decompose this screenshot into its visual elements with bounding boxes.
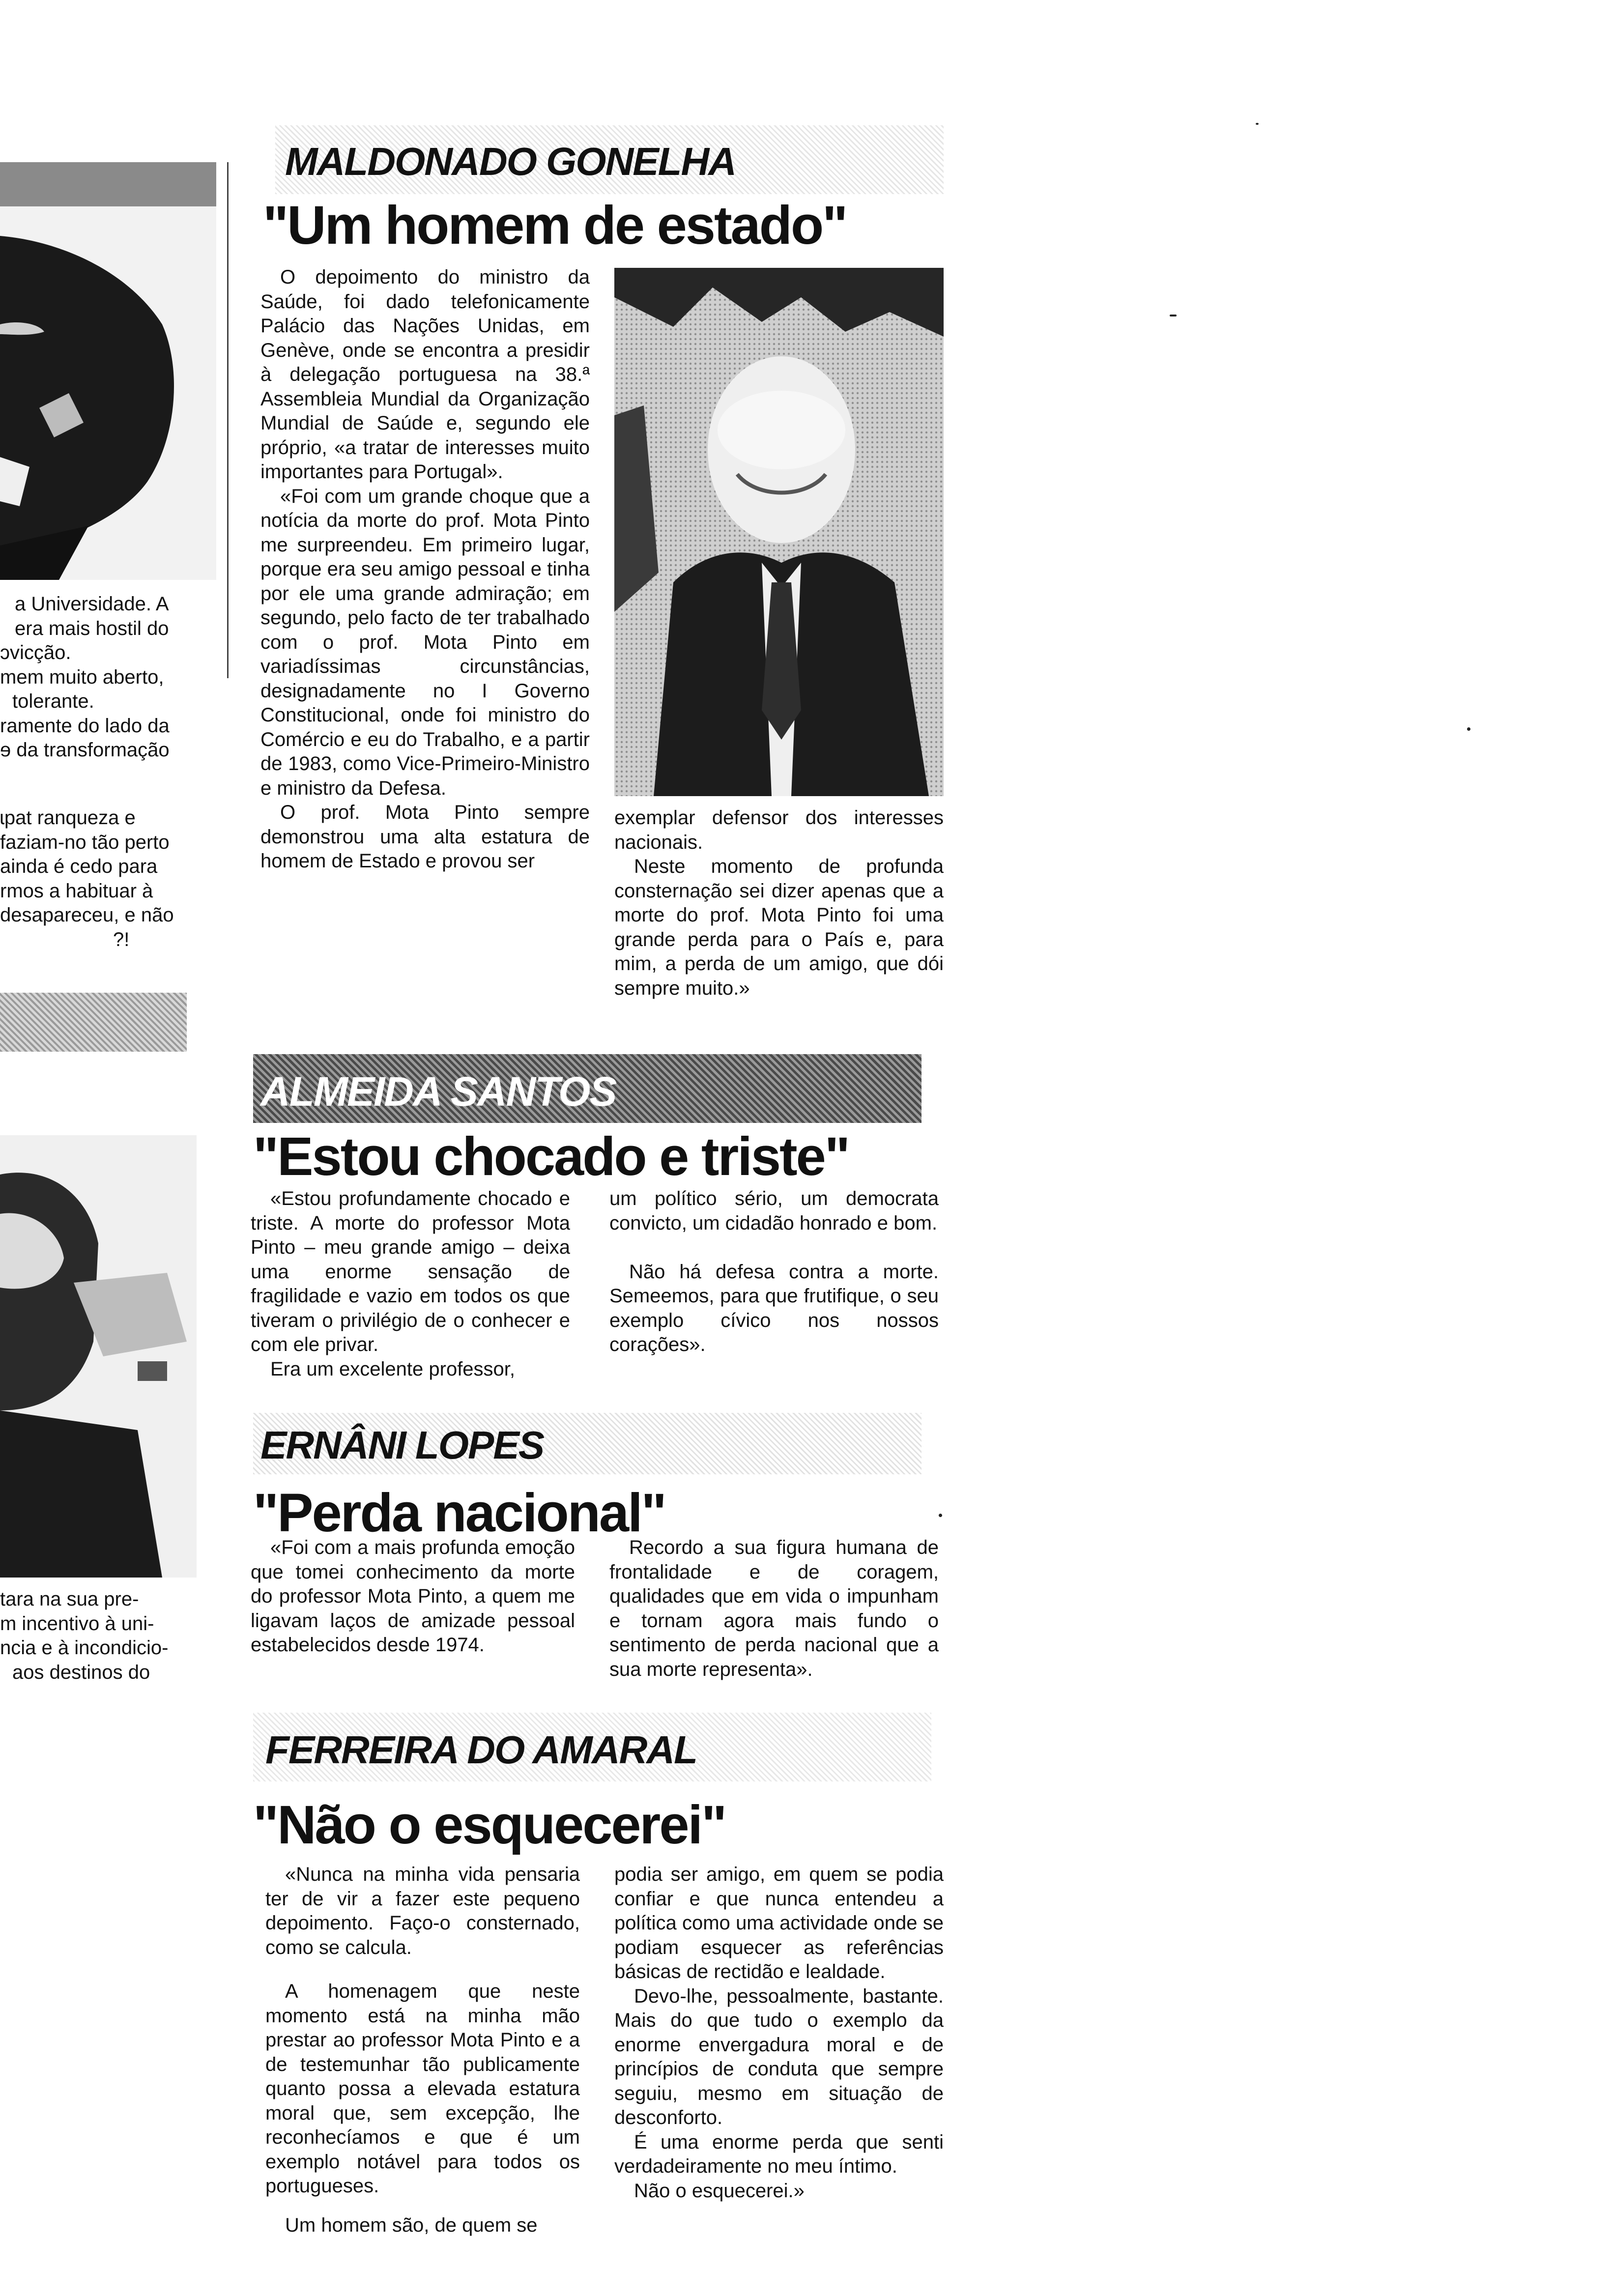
article-column-2 [614, 1863, 944, 2203]
name-band [253, 1713, 931, 1781]
left-line: ɘ da transformação [0, 739, 170, 761]
scan-speck [939, 1514, 942, 1517]
left-line: aos destinos do [12, 1661, 150, 1683]
article-column-1 [265, 1863, 580, 2238]
paragraph: Neste momento de profunda consternação sei dizer apenas que a morte do prof. Mota Pinto foi uma grande perda para o País e, para mim, a perda de um amigo, que dói sempre muito.» [614, 856, 944, 999]
paragraph: «Nunca na minha vida pensaria ter de vir a fazer este pequeno depoimento. Faço-o consternado, como se calcula. [265, 1864, 580, 1958]
left-line: tolerante. [12, 690, 94, 712]
left-line: ɔvicção. [0, 642, 71, 663]
headline: "Um homem de estado" [263, 195, 847, 256]
paragraph: O depoimento do ministro da Saúde, foi dado telefonicamente Palácio das Nações Unidas, em Genève, onde se encontra a presidir à delegação portuguesa na 38.ª Assembleia Mundial da Organização Mundial de Saúde e, segundo ele próprio, «a tratar de interesses muito importantes para Portugal». [260, 266, 590, 483]
article-column-1 [251, 1187, 570, 1381]
left-photo-bottom [0, 1135, 197, 1578]
name-band [275, 125, 944, 194]
left-line: ramente do lado da [0, 715, 170, 737]
paragraph: «Foi com a mais profunda emoção que tomei conhecimento da morte do professor Mota Pinto, a quem me ligavam laços de amizade pessoal estabelecidos desde 1974. [251, 1537, 575, 1656]
left-column-text-a [0, 592, 216, 763]
left-line: desapareceu, e não [0, 904, 174, 926]
scan-speck [1467, 727, 1470, 731]
band-label: ERNÂNI LOPES [260, 1423, 544, 1467]
left-line: ainda é cedo para [0, 856, 158, 877]
paragraph: Recordo a sua figura humana de frontalidade e de coragem, qualidades que em vida o impunham e tornam agora mais fundo o sentimento de perda nacional que a sua morte representa». [609, 1537, 939, 1680]
left-line: m incentivo à uni- [0, 1612, 154, 1635]
left-line: a Universidade. A [15, 593, 169, 615]
scan-speck [1256, 123, 1259, 125]
name-band [253, 1413, 921, 1474]
paragraph: Era um excelente professor, [270, 1358, 516, 1380]
left-line: era mais hostil do [15, 617, 169, 639]
paragraph: exemplar defensor dos interesses nacionais. [614, 807, 944, 853]
left-line: rmos a habituar à [0, 880, 153, 902]
paragraph: É uma enorme perda que senti verdadeiramente no meu íntimo. [614, 2131, 944, 2177]
article-column-2 [609, 1536, 939, 1682]
paragraph: podia ser amigo, em quem se podia confiar e que nunca entendeu a política como uma actividade onde se podiam esquecer as referências básicas de rectidão e lealdade. [614, 1864, 944, 1982]
paragraph: «Foi com um grande choque que a notícia da morte do prof. Mota Pinto me surpreendeu. Em primeiro lugar, porque era seu amigo pessoal e tinha por ele uma grande admiração; em segundo, pelo facto de ter trabalhado com o prof. Mota Pinto em variadíssimas circunstâncias, designadamente no I Governo Constitucional, onde foi ministro do Comércio e eu do Trabalho, e a partir de 1983, como Vice-Primeiro-Ministro e ministro da Defesa. [260, 485, 590, 799]
left-line: ɩpat ranqueza e [0, 807, 136, 829]
left-line: faziam-no tão perto [0, 831, 170, 853]
band-label: FERREIRA DO AMARAL [265, 1728, 697, 1772]
paragraph: Um homem são, de quem se [285, 2214, 538, 2236]
left-line: mem muito aberto, [0, 666, 164, 688]
paragraph: «Estou profundamente chocado e triste. A morte do professor Mota Pinto – meu grande amigo – deixa uma enorme sensação de fragilidade e vazio em todos os que tiveram o privilégio de o conhecer e com ele privar. [251, 1188, 570, 1355]
headline: "Perda nacional" [253, 1483, 665, 1543]
band-label: MALDONADO GONELHA [285, 140, 736, 183]
article-column-1 [260, 265, 590, 874]
paragraph: Não o esquecerei.» [634, 2180, 805, 2202]
column-rule [227, 162, 229, 678]
headline: "Não o esquecerei" [253, 1795, 726, 1855]
paragraph: Não há defesa contra a morte. Semeemos, para que frutifique, o seu exemplo cívico nos nossos corações». [609, 1261, 939, 1355]
scan-speck [1170, 315, 1177, 316]
article-column-1 [251, 1536, 575, 1658]
name-band [253, 1054, 921, 1123]
left-line: ncia e à incondicio- [0, 1637, 169, 1659]
article-column-2 [609, 1187, 939, 1357]
article-column-2 [614, 806, 944, 1001]
left-line: tara na sua pre- [0, 1588, 139, 1610]
paragraph: O prof. Mota Pinto sempre demonstrou uma alta estatura de homem de Estado e provou ser [260, 802, 590, 872]
portrait-photo [614, 268, 944, 796]
paragraph: um político sério, um democrata convicto, um cidadão honrado e bom. [609, 1188, 939, 1234]
left-column-text-b [0, 806, 216, 952]
left-line: ?! [113, 928, 130, 950]
left-column-text-c [0, 1587, 216, 1685]
paragraph: Devo-lhe, pessoalmente, bastante. Mais do que tudo o exemplo da enorme envergadura moral e de princípios de conduta que sempre seguiu, mesmo em situação de desconforto. [614, 1985, 944, 2128]
left-halftone-strip [0, 993, 187, 1052]
headline: "Estou chocado e triste" [253, 1126, 849, 1187]
band-label: ALMEIDA SANTOS [260, 1068, 616, 1115]
paragraph: A homenagem que neste momento está na minha mão prestar ao professor Mota Pinto e a de testemunhar tão publicamente quanto possa a elevada estatura moral que, sem excepção, lhe reconhecíamos e que é um exemplo notável para todos os portugueses. [265, 1980, 580, 2197]
left-photo-top [0, 162, 216, 580]
